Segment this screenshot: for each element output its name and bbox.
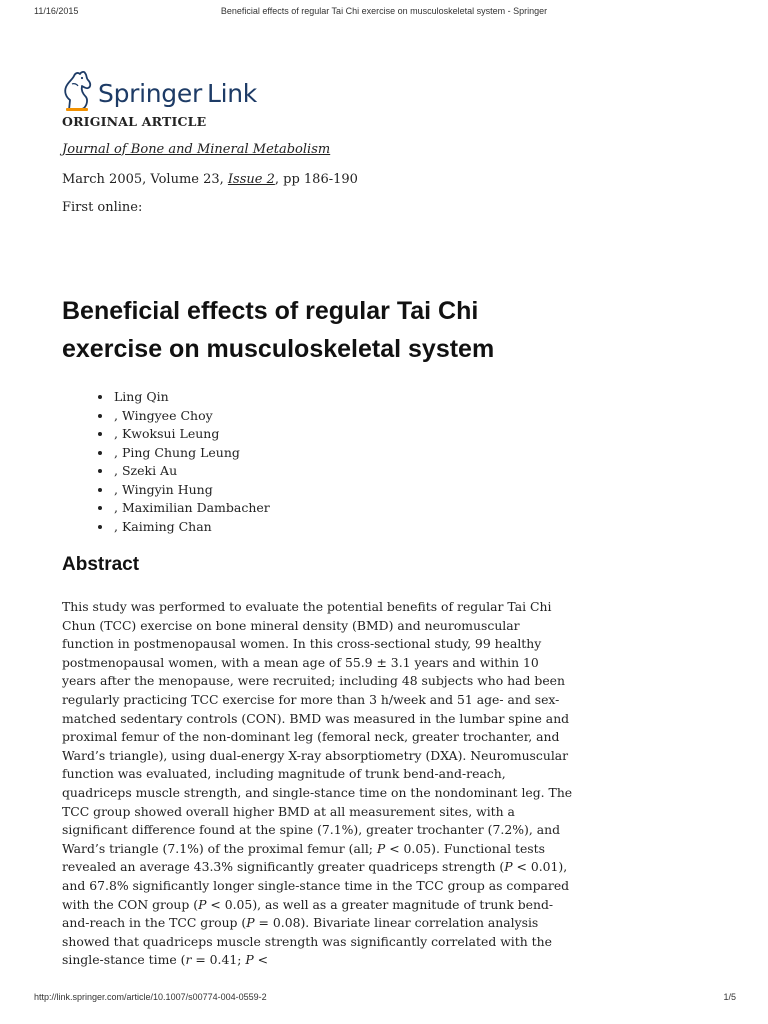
logo-product: Link	[206, 79, 257, 108]
print-header	[0, 6, 768, 20]
issue-pages: , pp 186-190	[274, 172, 358, 187]
abstract-seg: < 0.05). Functional tests revealed an average 43.3% significantly greater quadriceps strength (	[62, 840, 546, 875]
author-link[interactable]: , Kwoksui Leung	[114, 426, 220, 441]
abstract-heading: Abstract	[62, 554, 140, 575]
author-item	[113, 425, 270, 444]
p-symbol: P	[504, 859, 513, 875]
print-date: 11/16/2015	[34, 6, 79, 16]
r-symbol: r	[185, 952, 192, 968]
author-list	[62, 388, 270, 536]
logo-wordmark	[98, 76, 257, 112]
abstract-text	[62, 598, 574, 970]
page-title: Beneficial effects of regular Tai Chi exercise on musculoskeletal system	[62, 297, 495, 363]
author-link[interactable]: , Ping Chung Leung	[114, 444, 240, 460]
author-link[interactable]: , Szeki Au	[114, 463, 178, 478]
author-item	[113, 481, 270, 500]
journal-link[interactable]: Journal of Bone and Mineral Metabolism	[62, 142, 331, 157]
abstract-seg: This study was performed to evaluate the potential benefits of regular Tai Chi Chun (TCC) exercise on bone mineral density (BMD) and neuromuscular function in postmenopausal women. In this cross-sectional study, 99 healthy postmenopausal women, with a mean age of 55.9 ± 3.1 years and within 10 years after the menopause, were recruited; including 48 subjects who had been regularly practicing TCC exercise for more than 3 h/week and 51 age- and sex-matched sedentary controls (CON). BMD was measured in the lumbar spine and proximal femur of the non-dominant leg (femoral neck, greater trochanter, and Ward’s triangle), using dual-energy X-ray absorptiometry (DXA). Neuromuscular function was evaluated, including magnitude of trunk bend-and-reach, quadriceps muscle strength, and single-stance time on the nondominant leg. The TCC group showed overall higher BMD at all measurement sites, with a significant difference found at the spine (7.1%), greater trochanter (7.2%), and Ward’s triangle (7.1%) of the proximal femur (all;	[62, 599, 573, 856]
print-title: Beneficial effects of regular Tai Chi exercise on musculoskeletal system - Springer	[220, 6, 548, 16]
p-symbol: P	[198, 896, 207, 912]
abstract-seg: = 0.08). Bivariate linear correlation analysis showed that quadriceps muscle strength was significantly correlated with the single-stance time (	[62, 915, 552, 968]
author-item	[113, 462, 270, 481]
springer-horse-icon	[60, 70, 94, 112]
abstract-seg: <	[253, 952, 269, 968]
print-footer	[0, 992, 768, 1006]
author-link[interactable]: Ling Qin	[114, 389, 169, 404]
author-link[interactable]: , Wingyin Hung	[114, 481, 213, 497]
author-item	[113, 444, 270, 463]
abstract-seg: < 0.01), and 67.8% significantly longer single-stance time in the TCC group as compared with the CON group (	[62, 859, 570, 912]
journal-line	[62, 142, 622, 157]
p-symbol: P	[246, 915, 255, 931]
author-item	[113, 518, 270, 537]
author-link[interactable]: , Kaiming Chan	[114, 518, 212, 534]
print-url: http://link.springer.com/article/10.1007/s00774-004-0559-2	[34, 992, 267, 1002]
page-indicator: 1/5	[723, 992, 736, 1002]
issue-line	[62, 172, 622, 187]
abstract-seg: = 0.41;	[191, 952, 246, 968]
author-item	[113, 407, 270, 426]
issue-date-volume: March 2005, Volume 23,	[62, 172, 228, 187]
logo-brand: Springer	[98, 79, 202, 108]
article-type: ORIGINAL ARTICLE	[62, 114, 207, 129]
issue-link[interactable]: Issue 2	[227, 172, 275, 187]
author-link[interactable]: , Maximilian Dambacher	[114, 500, 270, 515]
p-symbol: P	[376, 840, 386, 856]
author-item	[113, 499, 270, 518]
abstract-seg: < 0.05), as well as a greater magnitude of trunk bend-and-reach in the TCC group (	[62, 896, 554, 931]
author-item	[113, 388, 270, 407]
author-link[interactable]: , Wingyee Choy	[114, 407, 213, 423]
p-symbol: P	[245, 952, 254, 968]
first-online: First online:	[62, 200, 143, 215]
springer-link-logo[interactable]	[60, 70, 257, 112]
article-meta	[62, 114, 622, 215]
